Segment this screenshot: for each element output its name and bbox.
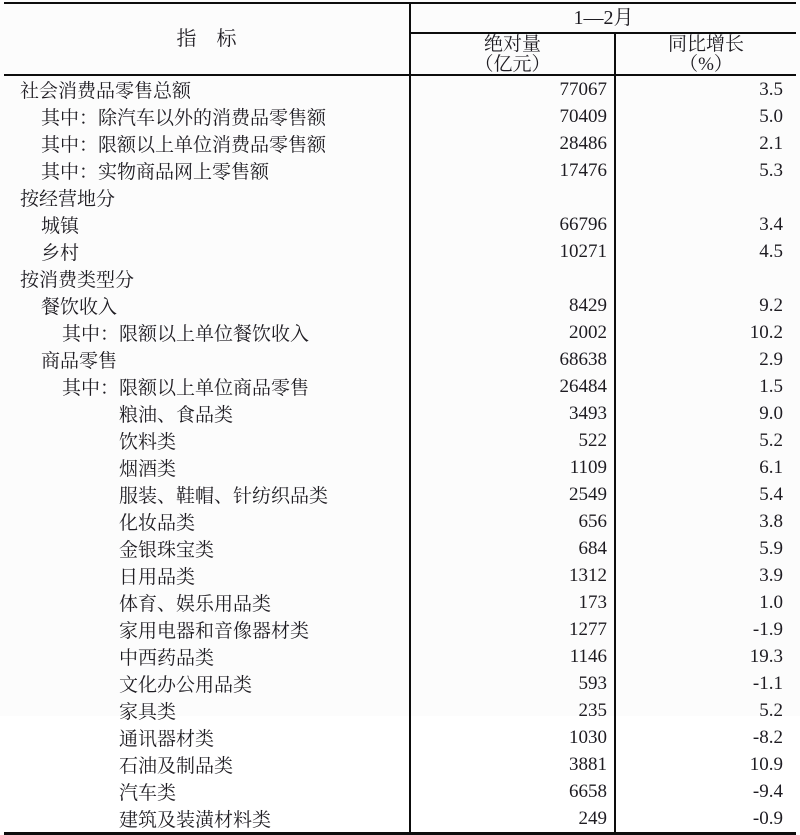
row-yoy-value: 3.5	[759, 78, 783, 100]
table-row	[4, 292, 796, 319]
period-spanner-header: 1—2月	[410, 3, 796, 33]
table-row	[4, 751, 796, 778]
row-absolute-value: 173	[410, 589, 615, 616]
row-yoy-value: 3.4	[759, 213, 783, 235]
row-absolute-value: 1030	[410, 724, 615, 751]
row-yoy-value: 9.2	[759, 294, 783, 316]
table-row	[4, 103, 796, 130]
absolute-value-unit: （亿元）	[474, 54, 551, 75]
row-yoy-value: 10.2	[749, 321, 783, 343]
table-body	[4, 75, 796, 834]
row-yoy-value: 6.1	[759, 456, 783, 478]
row-label: 按经营地分	[4, 184, 410, 211]
row-label: 餐饮收入	[4, 292, 410, 319]
row-label: 服装、鞋帽、针纺织品类	[4, 481, 410, 508]
row-label: 日用品类	[4, 562, 410, 589]
table-row	[4, 400, 796, 427]
table-row	[4, 75, 796, 103]
row-label: 家用电器和音像器材类	[4, 616, 410, 643]
table-row	[4, 616, 796, 643]
row-absolute-value: 2002	[410, 319, 615, 346]
table-row	[4, 211, 796, 238]
row-label: 粮油、食品类	[4, 400, 410, 427]
row-yoy-value: 10.9	[749, 753, 783, 775]
absolute-value-column-header	[410, 33, 615, 75]
table-row	[4, 130, 796, 157]
row-absolute-value: 1312	[410, 562, 615, 589]
row-absolute-value: 10271	[410, 238, 615, 265]
table-row	[4, 535, 796, 562]
table-row	[4, 454, 796, 481]
row-label: 汽车类	[4, 778, 410, 805]
table-row	[4, 643, 796, 670]
row-label: 商品零售	[4, 346, 410, 373]
row-label: 按消费类型分	[4, 265, 410, 292]
row-label: 其中：实物商品网上零售额	[4, 157, 410, 184]
row-absolute-value: 1277	[410, 616, 615, 643]
row-yoy-value: 5.2	[759, 699, 783, 721]
table-row	[4, 481, 796, 508]
row-yoy-value: 2.1	[759, 132, 783, 154]
table-header	[4, 3, 796, 75]
yoy-growth-column-header	[615, 33, 796, 75]
row-yoy-value: 5.9	[759, 537, 783, 559]
table-row	[4, 697, 796, 724]
table-row	[4, 157, 796, 184]
row-absolute-value: 249	[410, 805, 615, 834]
row-absolute-value: 522	[410, 427, 615, 454]
row-label: 城镇	[4, 211, 410, 238]
row-yoy-value	[615, 184, 796, 211]
yoy-growth-label: 同比增长	[667, 34, 744, 55]
row-yoy-value: 3.9	[759, 564, 783, 586]
row-absolute-value: 68638	[410, 346, 615, 373]
row-yoy-value: 2.9	[759, 348, 783, 370]
row-label: 石油及制品类	[4, 751, 410, 778]
table-row	[4, 265, 796, 292]
row-label: 通讯器材类	[4, 724, 410, 751]
row-absolute-value: 66796	[410, 211, 615, 238]
table-row	[4, 373, 796, 400]
row-label: 其中：限额以上单位商品零售	[4, 373, 410, 400]
absolute-value-label: 绝对量	[483, 34, 541, 55]
row-absolute-value: 656	[410, 508, 615, 535]
retail-sales-table	[4, 2, 796, 835]
row-absolute-value: 70409	[410, 103, 615, 130]
row-yoy-value: 5.2	[759, 429, 783, 451]
row-yoy-value: 5.3	[759, 159, 783, 181]
row-yoy-value: 19.3	[749, 645, 783, 667]
row-yoy-value: 1.0	[759, 591, 783, 613]
row-absolute-value: 1146	[410, 643, 615, 670]
table-row	[4, 670, 796, 697]
table-row	[4, 562, 796, 589]
row-absolute-value: 235	[410, 697, 615, 724]
table-row	[4, 319, 796, 346]
row-label: 其中：限额以上单位餐饮收入	[4, 319, 410, 346]
table-row	[4, 724, 796, 751]
row-absolute-value: 684	[410, 535, 615, 562]
row-label: 饮料类	[4, 427, 410, 454]
table-row	[4, 805, 796, 834]
row-absolute-value: 3493	[410, 400, 615, 427]
row-yoy-value: 4.5	[759, 240, 783, 262]
row-label: 金银珠宝类	[4, 535, 410, 562]
row-absolute-value: 8429	[410, 292, 615, 319]
row-absolute-value: 1109	[410, 454, 615, 481]
row-yoy-value: -8.2	[752, 726, 783, 748]
indicator-column-header: 指 标	[4, 3, 410, 75]
table-row	[4, 238, 796, 265]
row-label: 建筑及装潢材料类	[4, 805, 410, 834]
row-absolute-value: 593	[410, 670, 615, 697]
row-yoy-value: 9.0	[759, 402, 783, 424]
row-label: 其中：限额以上单位消费品零售额	[4, 130, 410, 157]
row-label: 烟酒类	[4, 454, 410, 481]
row-yoy-value: -1.1	[752, 672, 783, 694]
table-row	[4, 508, 796, 535]
table-row	[4, 346, 796, 373]
yoy-growth-unit: （%）	[679, 54, 733, 75]
table-row	[4, 589, 796, 616]
row-label: 文化办公用品类	[4, 670, 410, 697]
row-absolute-value: 77067	[410, 75, 615, 103]
row-label: 社会消费品零售总额	[4, 75, 410, 103]
row-absolute-value: 2549	[410, 481, 615, 508]
row-absolute-value	[410, 184, 615, 211]
row-yoy-value: -9.4	[752, 780, 783, 802]
row-label: 其中：除汽车以外的消费品零售额	[4, 103, 410, 130]
table-row	[4, 427, 796, 454]
row-label: 乡村	[4, 238, 410, 265]
row-absolute-value: 3881	[410, 751, 615, 778]
row-yoy-value: 1.5	[759, 375, 783, 397]
row-yoy-value	[615, 265, 796, 292]
table-row	[4, 184, 796, 211]
row-absolute-value	[410, 265, 615, 292]
row-yoy-value: -0.9	[752, 807, 783, 829]
row-label: 家具类	[4, 697, 410, 724]
row-yoy-value: 3.8	[759, 510, 783, 532]
row-label: 中西药品类	[4, 643, 410, 670]
row-absolute-value: 17476	[410, 157, 615, 184]
row-absolute-value: 26484	[410, 373, 615, 400]
row-yoy-value: 5.0	[759, 105, 783, 127]
row-yoy-value: -1.9	[752, 618, 783, 640]
row-absolute-value: 28486	[410, 130, 615, 157]
table-row	[4, 778, 796, 805]
row-label: 化妆品类	[4, 508, 410, 535]
row-label: 体育、娱乐用品类	[4, 589, 410, 616]
row-absolute-value: 6658	[410, 778, 615, 805]
row-yoy-value: 5.4	[759, 483, 783, 505]
